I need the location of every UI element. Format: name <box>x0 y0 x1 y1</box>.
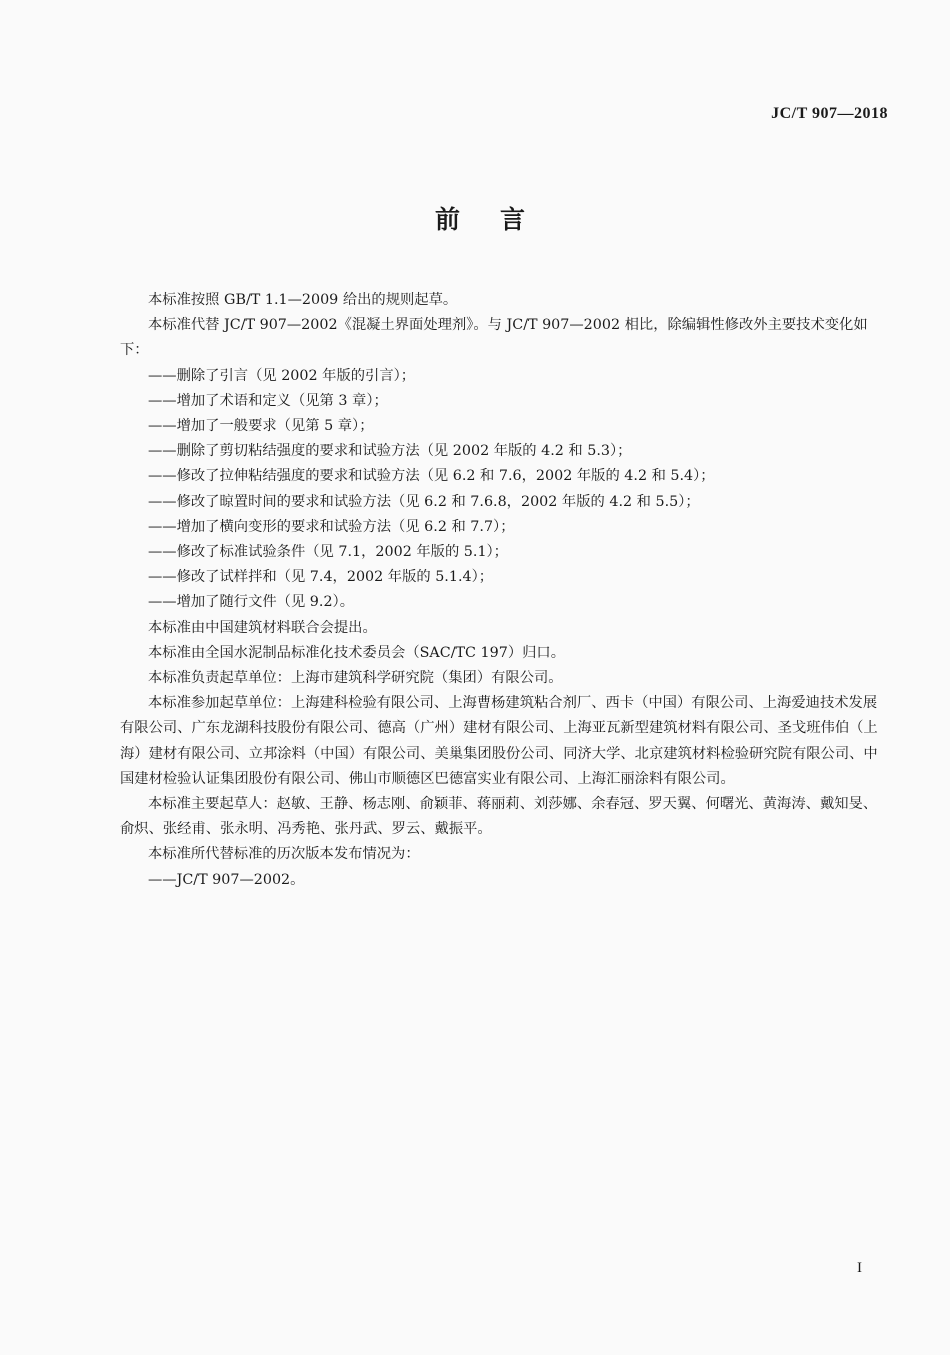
list-item: ——增加了横向变形的要求和试验方法（见 6.2 和 7.7）； <box>148 518 515 535</box>
page-number: I <box>857 1260 862 1276</box>
paragraph: 本标准由中国建筑材料联合会提出。 <box>148 619 377 636</box>
paragraph: 本标准参加起草单位：上海建科检验有限公司、上海曹杨建筑粘合剂厂、西卡（中国）有限公司、上海爱迪技术发展有限公司、广东龙湖科技股份有限公司、德高（广州）建材有限公司、上海亚瓦新型建筑材料有限公司、圣戈班伟伯（上海）建材有限公司、立邦涂料（中国）有限公司、美巢集团股份公司、同济大学、北京建筑材料检验研究院有限公司、中国建材检验认证集团股份有限公司、佛山市顺德区巴德富实业有限公司、上海汇丽涂料有限公司。 <box>120 695 878 787</box>
foreword-body <box>120 288 886 893</box>
paragraph: 本标准按照 GB/T 1.1—2009 给出的规则起草。 <box>148 292 458 308</box>
list-item: ——增加了随行文件（见 9.2）。 <box>148 594 354 611</box>
paragraph: 本标准代替 JC/T 907—2002《混凝土界面处理剂》。与 JC/T 907—2002 相比，除编辑性修改外主要技术变化如下： <box>120 317 868 359</box>
page-title: 前言 <box>434 205 565 234</box>
paragraph: 本标准由全国水泥制品标准化技术委员会（SAC/TC 197）归口。 <box>148 644 566 661</box>
list-item: ——修改了拉伸粘结强度的要求和试验方法（见 6.2 和 7.6，2002 年版的 4.2 和 5.4）； <box>148 468 715 485</box>
list-item: ——JC/T 907—2002。 <box>148 871 305 888</box>
list-item: ——修改了试样拌和（见 7.4，2002 年版的 5.1.4）； <box>148 569 494 586</box>
list-item: ——删除了剪切粘结强度的要求和试验方法（见 2002 年版的 4.2 和 5.3）； <box>148 443 632 460</box>
paragraph: 本标准所代替标准的历次版本发布情况为： <box>148 846 420 863</box>
list-item: ——修改了标准试验条件（见 7.1，2002 年版的 5.1）； <box>148 544 508 561</box>
paragraph: 本标准主要起草人：赵敏、王静、杨志刚、俞颖菲、蒋丽莉、刘莎娜、余春冠、罗天翼、何曙光、黄海涛、戴知旻、俞炽、张经甫、张永明、冯秀艳、张丹武、罗云、戴振平。 <box>120 796 878 838</box>
list-item: ——增加了术语和定义（见第 3 章）； <box>148 392 388 409</box>
paragraph: 本标准负责起草单位：上海市建筑科学研究院（集团）有限公司。 <box>148 670 563 687</box>
document-code: JC/T 907—2018 <box>771 105 888 122</box>
list-item: ——增加了一般要求（见第 5 章）； <box>148 418 374 435</box>
list-item: ——删除了引言（见 2002 年版的引言）； <box>148 367 416 384</box>
list-item: ——修改了晾置时间的要求和试验方法（见 6.2 和 7.6.8，2002 年版的 4.2 和 5.5）； <box>148 493 700 510</box>
